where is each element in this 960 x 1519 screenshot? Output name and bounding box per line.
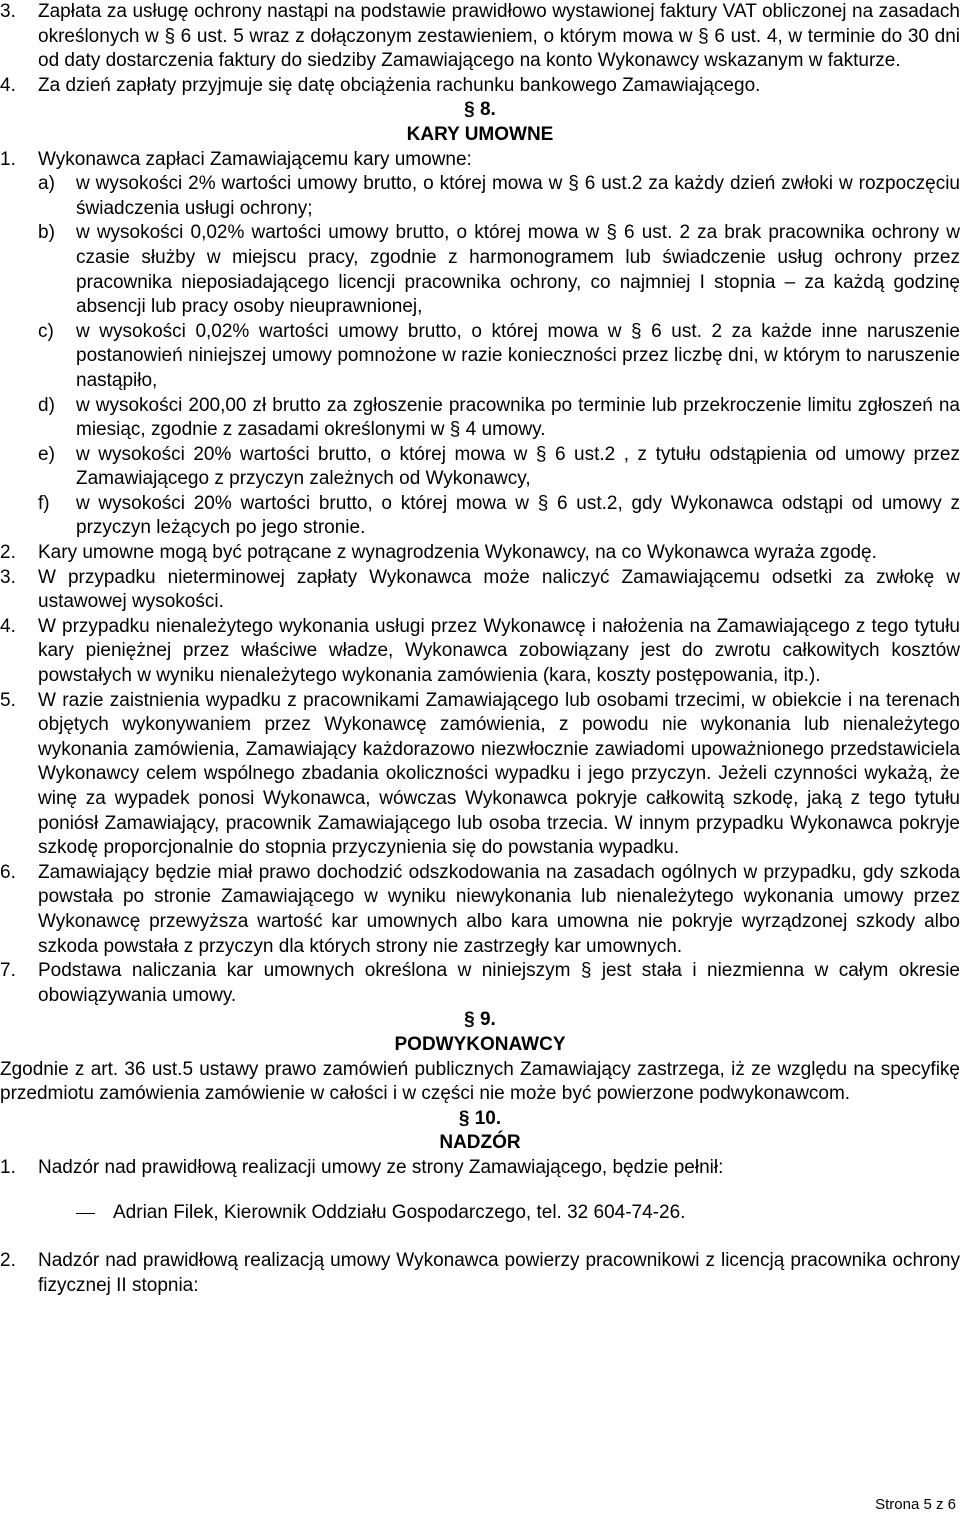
paragraph-3 [0,0,960,74]
section-9-number: § 9. [464,1009,496,1031]
item-number: 2. [0,542,16,564]
section-9-title: PODWYKONAWCY [394,1033,566,1055]
dash-bullet [76,1213,95,1214]
penalty-subitem-f [0,492,960,541]
penalty-subitem-c [0,320,960,394]
section-8-title: KARY UMOWNE [406,123,554,145]
subitem-letter: f) [38,492,50,514]
section-8-number: § 8. [464,99,496,121]
section-10-number: § 10. [458,1107,502,1129]
paragraph-text: w wysokości 2% wartości umowy brutto, o której mowa w § 6 ust.2 za każdy dzień zwłoki w rozpoczęciu świadczenia usługi ochrony; [76,173,960,219]
paragraph-text: Nadzór nad prawidłową realizacją umowy Wykonawca powierzy pracownikowi z licencją pracownika ochrony fizycznej II stopnia: [38,1250,960,1296]
paragraph-text: Podstawa naliczania kar umownych określona w niniejszym § jest stała i niezmienna w całym okresie obowiązywania umowy. [38,960,960,1006]
subitem-letter: b) [38,222,55,244]
supervisor-details: Adrian Filek, Kierownik Oddziału Gospodarczego, tel. 32 604-74-26. [113,1201,686,1223]
paragraph-text: Zapłata za usługę ochrony nastąpi na podstawie prawidłowo wystawionej faktury VAT obliczonej na zasadach określonych w § 6 ust. 5 wraz z dołączonym zestawieniem, o którym mowa w § 6 ust. 4, w terminie do 30 dni od daty dostarczenia faktury do siedziby Zamawiającego na konto Wykonawcy wskazanym w fakturze. [38,1,960,72]
paragraph-text: Kary umowne mogą być potrącane z wynagrodzenia Wykonawcy, na co Wykonawca wyraża zgodę. [38,542,877,564]
subitem-letter: e) [38,443,55,465]
paragraph-text: w wysokości 0,02% wartości umowy brutto, o której mowa w § 6 ust. 2 za każde inne naruszenie postanowień niniejszej umowy pomnożone w razie konieczności przez liczbę dni, w którym to naruszenie nastąpiło, [76,320,960,391]
penalty-subitem-e [0,443,960,492]
subitem-letter: d) [38,394,55,416]
subitem-letter: a) [38,173,55,195]
paragraph-text: W przypadku nienależytego wykonania usługi przez Wykonawcę i nałożenia na Zamawiającego z tego tytułu kary pieniężnej przez właściwe władze, Wykonawca zobowiązany jest do zwrotu całkowitych kosztów powstałych w wyniku nienależytego wykonania zamówienia (kara, koszty postępowania, itp.). [38,615,960,687]
penalty-subitem-a [0,172,960,221]
subcontractors-paragraph: Zgodnie z art. 36 ust.5 ustawy prawo zamówień publicznych Zamawiający zastrzega, iż ze względu na specyfikę przedmiotu zamówienia zamówienie w całości i w części nie może być powierzone podwykonawcom. [0,1058,960,1105]
item-number: 5. [0,689,16,711]
item-number: 3. [0,1,16,22]
item-number: 1. [0,1156,16,1178]
penalty-item-6 [0,861,960,959]
paragraph-text: Zamawiający będzie miał prawo dochodzić odszkodowania na zasadach ogólnych w przypadku, gdy szkoda powstała po stronie Zamawiającego w wyniku niewykonania lub nienależytego wykonania umowy przez Wykonawcę przewyższa wartość kar umownych albo kara umowna nie pokryje wyrządzonej szkody albo szkoda powstała z przyczyn dla których strony nie zastrzegły kar umownych. [38,861,960,957]
section-10-title: NADZÓR [439,1132,521,1154]
penalty-item-5 [0,689,960,861]
item-number: 7. [0,960,16,982]
subitem-letter: c) [38,320,54,342]
paragraph-text: w wysokości 0,02% wartości umowy brutto, o której mowa w § 6 ust. 2 za brak pracownika ochrony w czasie służby w miejscu pracy, zgodnie z harmonogramem lub świadczenie usług ochrony przez pracownika nieposiadającego licencji pracownika ochrony, co najmniej I stopnia – za każdą godzinę absencji lub pracy osoby nieuprawnionej, [76,222,960,318]
item-number: 4. [0,74,16,96]
item-number: 1. [0,148,16,170]
supervision-item-2 [0,1249,960,1298]
supervision-item-1 [0,1156,960,1181]
paragraph-4 [0,74,960,99]
item-number: 6. [0,861,16,883]
paragraph-text: Wykonawca zapłaci Zamawiającemu kary umowne: [38,148,472,170]
paragraph-text: Nadzór nad prawidłową realizacji umowy ze strony Zamawiającego, będzie pełnił: [38,1156,724,1178]
item-number: 3. [0,566,16,588]
penalty-item-7 [0,959,960,1008]
item-number: 4. [0,615,16,637]
paragraph-text: Za dzień zapłaty przyjmuje się datę obciążenia rachunku bankowego Zamawiającego. [38,74,761,96]
item-number: 2. [0,1250,16,1272]
paragraph-text: w wysokości 20% wartości brutto, o której mowa w § 6 ust.2, gdy Wykonawca odstąpi od umowy z przyczyn leżących po jego stronie. [76,492,960,539]
penalty-item-4 [0,615,960,689]
paragraph-text: W razie zaistnienia wypadku z pracownikami Zamawiającego lub osobami trzecimi, w obiekcie i na terenach objętych wykonywaniem przez Wykonawcę zamówienia, z powodu nie wykonania lub nienależytego wykonania zamówienia, Zamawiający każdorazowo niezwłocznie zawiadomi upoważnionego przedstawiciela Wykonawcy celem wspólnego zbadania okoliczności wypadku i jego przyczyn. Jeżeli czynności wykażą, że winę za wypadek ponosi Wykonawca, wówczas Wykonawca pokryje całkowitą szkodę, jaką z tego tytułu poniósł Zamawiający, pracownik Zamawiającego lub osoba trzecia. W innym przypadku Wykonawca pokryje szkodę proporcjonalnie do stopnia przyczynienia się do powstania wypadku. [38,689,960,859]
paragraph-text: w wysokości 20% wartości brutto, o której mowa w § 6 ust.2 , z tytułu odstąpienia od umowy przez Zamawiającego z przyczyn zależnych od Wykonawcy, [76,443,960,490]
page-number: Strona 5 z 6 [875,1496,956,1513]
penalty-item-2 [0,541,960,566]
penalty-subitem-b [0,221,960,319]
supervisor-entry [0,1201,960,1226]
paragraph-text: w wysokości 200,00 zł brutto za zgłoszenie pracownika po terminie lub przekroczenie limitu zgłoszeń na miesiąc, zgodnie z zasadami określonymi w § 4 umowy. [76,394,960,441]
paragraph-text: W przypadku nieterminowej zapłaty Wykonawca może naliczyć Zamawiającemu odsetki za zwłokę w ustawowej wysokości. [38,566,960,613]
penalty-item-3 [0,566,960,615]
penalty-subitem-d [0,394,960,443]
penalty-item-1 [0,148,960,173]
